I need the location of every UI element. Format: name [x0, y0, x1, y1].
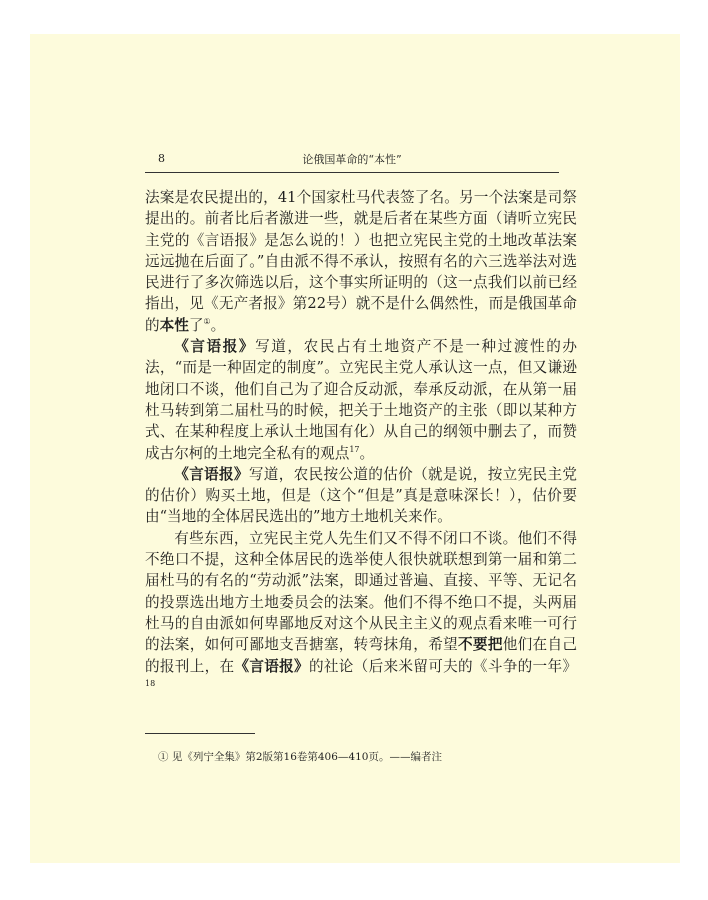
footnote-marker: ① [203, 316, 211, 326]
p1-text-c: 。 [210, 316, 226, 334]
p1-emphasis: 本性 [159, 316, 189, 334]
p2-newspaper-title: 《言语报》 [174, 338, 256, 356]
footnote: ① 见《列宁全集》第2版第16卷第406—410页。——编者注 [158, 751, 442, 763]
running-title: 论俄国革命的“本性” [302, 153, 402, 166]
p2-text-b: 。 [359, 444, 375, 462]
paragraph-2 [145, 336, 577, 464]
p4-text-c: 的社论（后来米留可夫的《斗争的一年》 [308, 657, 577, 675]
p4-text-a: 有些东西，立宪民主党人先生们又不得不闭口不谈。他们不得不绝口不提，这种全体居民的选举使人很快就联想到第一届和第二届杜马的有名的“劳动派”法案，即通过普遍、直接、平等、无记名的投票选出地方土地委员会的法案。他们不得不绝口不提，头两届杜马的自由派如何卑鄙地反对这个从民主主义的观点看来唯一可行的法案，如何可鄙地支吾搪塞，转弯抹角，希望 [145, 529, 577, 654]
body-text [145, 187, 577, 698]
endnote-18: 18 [145, 678, 156, 688]
paragraph-1 [145, 187, 577, 336]
p2-text-a: 写道，农民占有土地资产不是一种过渡性的办法，“而是一种固定的制度”。立宪民主党人承认这一点，但又谦逊地闭口不谈，他们自己为了迎合反动派，奉承反动派，在从第一届杜马转到第二届杜马的时候，把关于土地资产的主张（即以某种方式、在某种程度上承认土地国有化）从自己的纲领中删去了，而赞成古尔柯的土地完全私有的观点 [145, 338, 577, 462]
endnote-17: 17 [349, 444, 360, 454]
p1-text-b: 了 [188, 316, 204, 334]
page-number: 8 [158, 152, 165, 165]
p3-newspaper-title: 《言语报》 [174, 465, 249, 483]
page-header [145, 150, 559, 173]
p4-text-b: 他们在自己的报刊上，在 [145, 636, 577, 675]
footnote-divider [145, 733, 255, 734]
p4-newspaper-title: 《言语报》 [234, 657, 309, 675]
p1-text-a: 法案是农民提出的，41个国家杜马代表签了名。另一个法案是司祭提出的。前者比后者激进一些，就是后者在某些方面（请听立宪民主党的《言语报》是怎么说的！）也把立宪民主党的土地改革法案远远抛在后面了。”自由派不得不承认，按照有名的六三选举法对选民进行了多次筛选以后，这个事实所证明的（这一点我们以前已经指出，见《无产者报》第22号）就不是什么偶然性，而是俄国革命的 [145, 189, 577, 334]
paragraph-4 [145, 528, 577, 698]
p3-text-a: 写道，农民按公道的估价（就是说，按立宪民主党的估价）购买土地，但是（这个“但是”真是意味深长！），估价要由“当地的全体居民选出的”地方土地机关来作。 [145, 465, 577, 526]
p4-emphasis: 不要把 [458, 636, 503, 654]
paragraph-3 [145, 464, 577, 528]
